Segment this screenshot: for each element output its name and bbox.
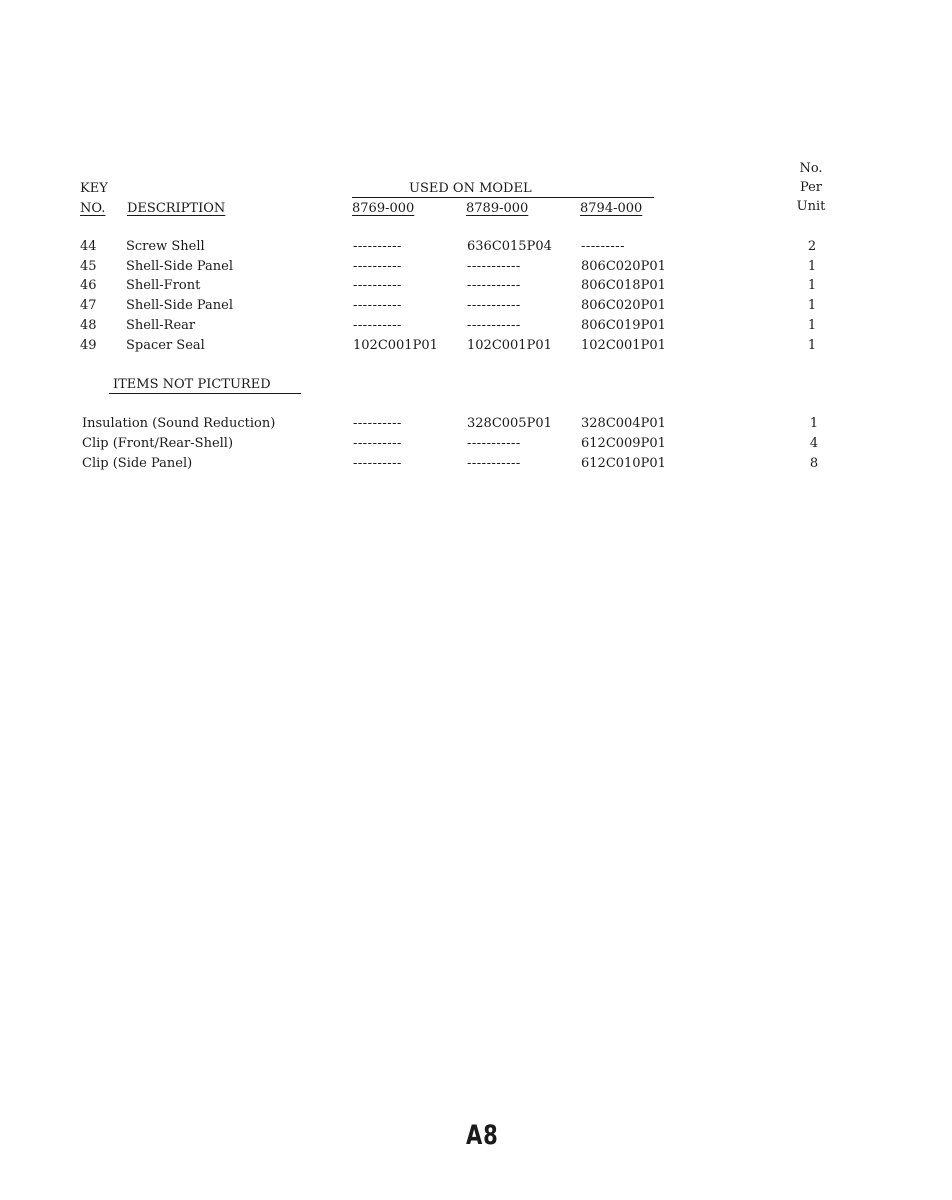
qty-cell: 2: [807, 239, 817, 254]
key-cell: 46: [80, 278, 97, 293]
model-3-cell: 806C020P01: [581, 298, 666, 313]
description-cell: Clip (Side Panel): [82, 456, 193, 471]
model-header-1: 8769-000: [352, 201, 415, 216]
description-cell: Insulation (Sound Reduction): [82, 416, 276, 431]
model-1-cell: ----------: [353, 436, 402, 451]
used-on-model-header: USED ON MODEL: [409, 181, 532, 196]
model-1-cell: 102C001P01: [353, 338, 438, 353]
description-cell: Shell-Rear: [126, 318, 196, 333]
description-cell: Clip (Front/Rear-Shell): [82, 436, 234, 451]
model-1-cell: ----------: [353, 318, 402, 333]
items-not-pictured-rule: [109, 393, 301, 394]
qty-cell: 1: [809, 416, 819, 431]
model-1-cell: ----------: [353, 298, 402, 313]
model-3-cell: 612C010P01: [581, 456, 666, 471]
qty-header-line3: Unit: [796, 199, 826, 214]
model-1-cell: ----------: [353, 456, 402, 471]
model-1-cell: ----------: [353, 259, 402, 274]
key-cell: 45: [80, 259, 97, 274]
model-2-cell: -----------: [467, 318, 521, 333]
model-3-cell: 328C004P01: [581, 416, 666, 431]
qty-cell: 8: [809, 456, 819, 471]
model-2-cell: 102C001P01: [467, 338, 552, 353]
qty-cell: 1: [807, 318, 817, 333]
model-2-cell: 328C005P01: [467, 416, 552, 431]
model-1-cell: ----------: [353, 239, 402, 254]
description-cell: Shell-Front: [126, 278, 201, 293]
model-1-cell: ----------: [353, 416, 402, 431]
model-header-2: 8789-000: [466, 201, 529, 216]
key-cell: 44: [80, 239, 97, 254]
model-header-3: 8794-000: [580, 201, 643, 216]
description-cell: Spacer Seal: [126, 338, 205, 353]
model-3-cell: 612C009P01: [581, 436, 666, 451]
model-2-cell: -----------: [467, 456, 521, 471]
model-3-cell: ---------: [581, 239, 626, 254]
description-header: DESCRIPTION: [127, 201, 226, 216]
qty-header-line2: Per: [799, 180, 823, 195]
model-3-cell: 806C018P01: [581, 278, 666, 293]
model-2-cell: 636C015P04: [467, 239, 552, 254]
qty-header-line1: No.: [799, 161, 823, 176]
key-header: KEY: [80, 181, 108, 196]
model-3-cell: 806C019P01: [581, 318, 666, 333]
model-2-cell: -----------: [467, 298, 521, 313]
model-2-cell: -----------: [467, 278, 521, 293]
no-header: NO.: [80, 201, 106, 216]
model-2-cell: -----------: [467, 436, 521, 451]
key-cell: 49: [80, 338, 97, 353]
used-on-model-rule: [352, 197, 654, 198]
qty-cell: 1: [807, 338, 817, 353]
key-cell: 48: [80, 318, 97, 333]
description-cell: Screw Shell: [126, 239, 205, 254]
description-cell: Shell-Side Panel: [126, 259, 234, 274]
model-3-cell: 806C020P01: [581, 259, 666, 274]
model-2-cell: -----------: [467, 259, 521, 274]
model-1-cell: ----------: [353, 278, 402, 293]
page-number: A8: [466, 1120, 499, 1151]
qty-cell: 4: [809, 436, 819, 451]
model-3-cell: 102C001P01: [581, 338, 666, 353]
key-cell: 47: [80, 298, 97, 313]
qty-cell: 1: [807, 259, 817, 274]
qty-cell: 1: [807, 298, 817, 313]
description-cell: Shell-Side Panel: [126, 298, 234, 313]
qty-cell: 1: [807, 278, 817, 293]
items-not-pictured-heading: ITEMS NOT PICTURED: [113, 377, 271, 392]
